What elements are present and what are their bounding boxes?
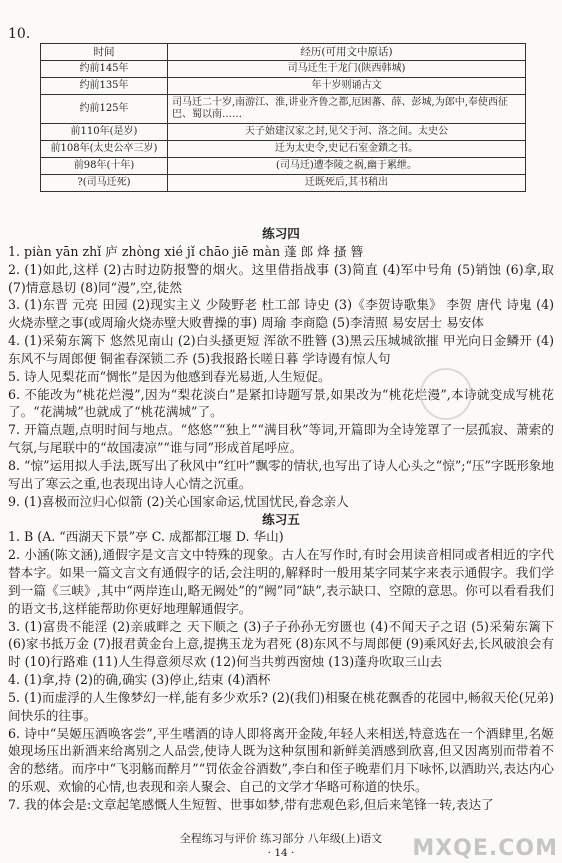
- answer-paragraph: 4. (1)采菊东篱下 悠然见南山 (2)白头搔更短 浑欲不胜簪 (3)黑云压城城欲摧 甲光向日金鳞开 (4)东风不与周郎便 铜雀春深锁二乔 (5)我报路长嗟日暮 学诗谩有惊人句: [8, 333, 554, 366]
- table-row: [41, 78, 526, 95]
- question-number: 10.: [8, 26, 31, 42]
- answer-body: [8, 225, 554, 814]
- table-cell-time: 约前145年: [41, 61, 168, 78]
- page-number: · 14 ·: [267, 847, 295, 859]
- section-title-exercise-4: 练习四: [262, 226, 300, 241]
- answer-paragraph: 5. 诗人见梨花而“惆怅”是因为他感到春光易逝,人生短促。: [8, 368, 331, 384]
- footer-title: 全程练习与评价 练习部分 八年级(上)语文: [179, 832, 383, 845]
- table-row: [41, 141, 526, 158]
- answer-paragraph: 3. (1)东晋 元亮 田园 (2)现实主义 少陵野老 杜工部 诗史 (3)《李贺诗歌集》 李贺 唐代 诗鬼 (4)火烧赤壁之事(或周瑜火烧赤壁大败曹操的事) 周瑜 李商隐 (5)李清照 易安居士 易安体: [8, 297, 554, 331]
- table-cell-event: 年十岁则诵古文: [168, 78, 526, 95]
- column-header-experience: 经历(可用文中原话): [168, 44, 526, 61]
- table-cell-event: 迁既死后,其书稍出: [168, 175, 526, 192]
- answer-paragraph: 7. 开篇点题,点明时间与地点。“悠悠”“独上”“满目秋”等词,开篇即为全诗笼罩了一层孤寂、萧索的气氛,与尾联中的“故国凄凉”“谁与同”形成首尾呼应。: [8, 422, 554, 456]
- watermark-logo: MXQE.COM: [412, 836, 558, 861]
- answer-paragraph: 6. 诗中“吴姬压酒唤客尝”,平生嗜酒的诗人即将离开金陵,年轻人来相送,特意选在一个酒肆里,名姬娘现场压出新酒来给离别之人品尝,使诗人既为这种氛围和新鲜美酒感到欣喜,但又因离别而带着不舍的愁绪。而序中“飞羽觞而醉月”“罚依金谷酒数”,李白和侄子晚辈们月下咏怀,以酒助兴,表达内心的乐观、欢愉的心情,也表现和亲人聚会、自己的文学才华略可称道的快乐。: [8, 725, 554, 795]
- table-cell-event: 司马迁生于龙门(陕西韩城): [168, 61, 526, 78]
- answer-paragraph: 4. (1)拿,持 (2)的确,确实 (3)停止,结束 (4)酒杯: [8, 672, 271, 688]
- table-cell-event: (司马迁)遭李陵之祸,幽于累绁。: [168, 158, 526, 175]
- answer-paragraph: 5. (1)而虚浮的人生像梦幻一样,能有多少欢乐? (2)(我们)相聚在桃花飘香的花园中,畅叙天伦(兄弟)间快乐的往事。: [8, 689, 554, 723]
- table-row: [41, 124, 526, 141]
- table-cell-time: 约前125年: [41, 95, 168, 124]
- table-cell-time: 前98年(十年): [41, 158, 168, 175]
- table-header-row: [41, 44, 526, 61]
- answer-paragraph: 2. 小涵(陈文涵),通假字是文言文中特殊的现象。古人在写作时,有时会用读音相同或者相近的字代替本字。如果一篇文言文有通假字的话,会注明的,解释时一般用某字同某字来表示通假字。我们学到一篇《三峡》,其中“两岸连山,略无阙处”的“阙”同“缺”,表示缺口、空隙的意思。你可以看看我们的语文书,这样能帮助你更好地理解通假字。: [8, 547, 554, 616]
- answer-paragraph: 1. B (A. “西湖天下景”亭 C. 成都都江堰 D. 华山): [8, 529, 284, 545]
- table-cell-time: ?(司马迁死): [41, 175, 168, 192]
- answer-paragraph: 9. (1)喜极而泣归心似箭 (2)关心国家命运,忧国忧民,眷念亲人: [8, 493, 349, 509]
- table-cell-time: 前110年(是岁): [41, 124, 168, 141]
- answer-paragraph: 8. “惊”运用拟人手法,既写出了秋风中“红叶”飘零的情状,也写出了诗人心头之“惊”;“压”字既形象地写出了寒云之重,也表现出诗人心情之沉重。: [8, 457, 554, 491]
- column-header-time: 时间: [41, 44, 168, 61]
- biography-timeline-table: [40, 43, 526, 192]
- answer-paragraph: 7. 我的体会是:文章起笔感慨人生短暂、世事如梦,带有悲观色彩,但后来笔锋一转,表达了: [8, 797, 494, 812]
- answer-paragraph: 1. piàn yān zhǐ 庐 zhòng xié jǐ chāo jiē màn 蓬 郎 烽 搔 簪: [8, 243, 364, 259]
- table-row: [41, 95, 526, 124]
- section-title-exercise-5: 练习五: [262, 511, 300, 527]
- table-row: [41, 61, 526, 78]
- table-cell-time: 前108年(太史公卒三岁): [41, 141, 168, 158]
- table-cell-time: 约前135年: [41, 78, 168, 95]
- table-row: [41, 175, 526, 192]
- answer-paragraph: 2. (1)如此,这样 (2)古时边防报警的烟火。这里借指战事 (3)简直 (4)军中号角 (5)销蚀 (6)拿,取 (7)情意恳切 (8)同“漫”,空,徒然: [8, 261, 554, 295]
- answer-paragraph: 6. 不能改为“桃花烂漫”,因为“梨花淡白”是紧扣诗题写景,如果改为“桃花烂漫”,本诗就变成写桃花了。“花满城”也就成了“桃花满城”了。: [8, 386, 554, 420]
- table-row: [41, 158, 526, 175]
- seal-stamp-icon: [420, 368, 472, 420]
- table-cell-event: 天子始建汉家之封,见父于河、洛之间。太史公: [168, 124, 526, 141]
- table-cell-event: 迁为太史令,史记石室金鐀之书。: [168, 141, 526, 158]
- answer-paragraph: 3. (1)富贵不能淫 (2)亲戚畔之 天下顺之 (3)子子孙孙无穷匮也 (4)不闻天子之诏 (5)采菊东篱下 (6)家书抵万金 (7)报君黄金台上意,提携玉龙为君死 (8)东风不与周郎便 (9)乘风好去,长风破浪会有时 (10)行路难 (11)人生得意须尽欢 (12)何当共剪西窗烛 (13)蓬舟吹取三山去: [8, 618, 554, 670]
- table-cell-event: 司马迁二十岁,南游江、淮,讲业齐鲁之都,厄困蕃、薛、彭城,为郎中,奉使西征巴、蜀以南……: [168, 95, 526, 124]
